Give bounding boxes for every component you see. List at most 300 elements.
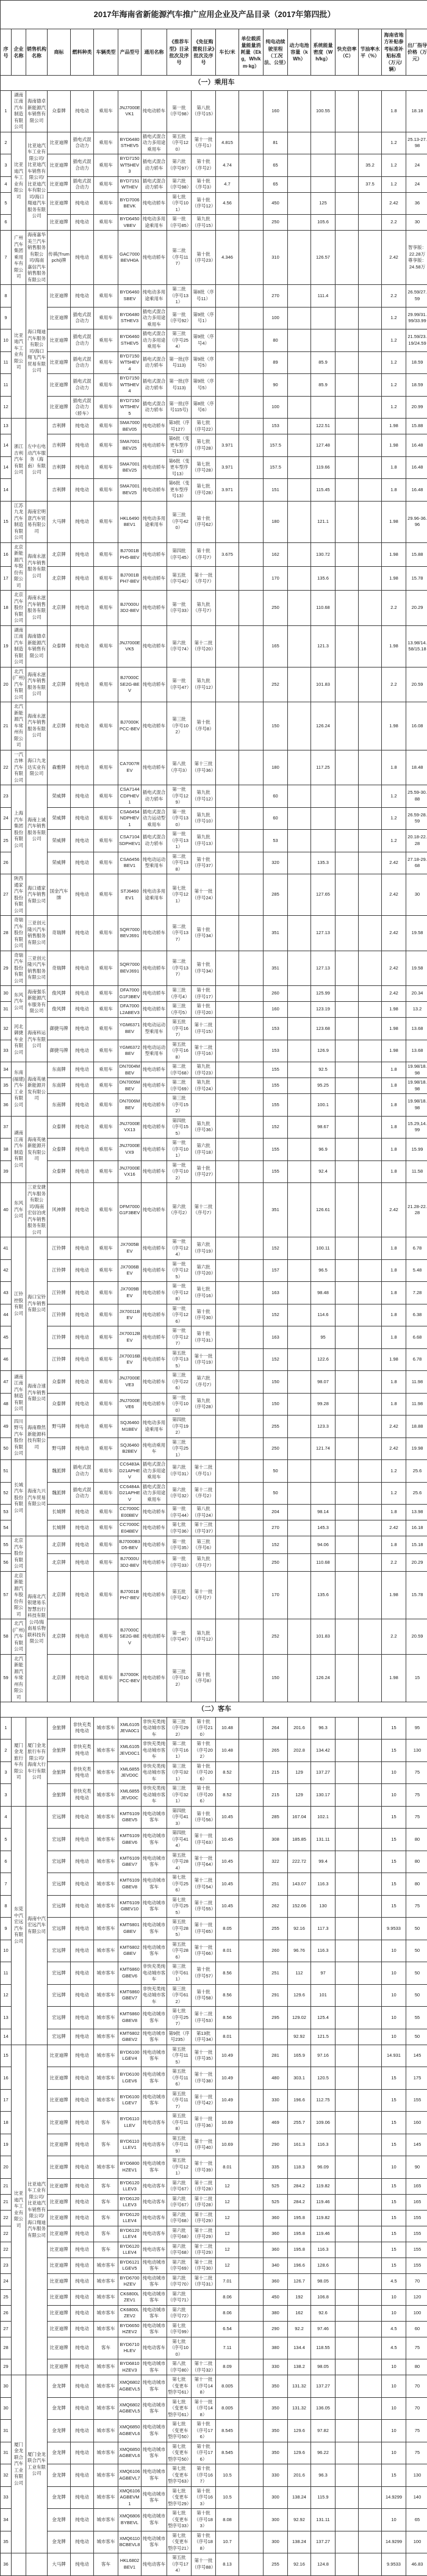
table-cell: 6.54 bbox=[216, 2321, 239, 2337]
table-cell: 纯电动 bbox=[71, 1002, 94, 1018]
table-cell: 第十批（序号202） bbox=[192, 1740, 216, 1762]
table-cell: 第三批（序号292） bbox=[167, 1717, 192, 1740]
table-cell: 纯电动客车 bbox=[142, 2242, 167, 2258]
table-cell bbox=[359, 916, 382, 951]
table-cell bbox=[336, 2553, 359, 2576]
table-cell: 7.01 bbox=[216, 2273, 239, 2289]
table-cell bbox=[359, 1018, 382, 1040]
table-cell: 比亚迪汽车工业有限公司/比亚迪汽车销售有限公司/海口翔迪汽车服务有限公司 bbox=[26, 2045, 48, 2375]
table-cell bbox=[336, 874, 359, 916]
table-row bbox=[1, 2210, 427, 2226]
table-cell bbox=[359, 1895, 382, 1918]
table-cell: 8.52 bbox=[216, 1761, 239, 1784]
table-cell: 130 bbox=[406, 2464, 427, 2487]
table-cell: 北京新能源汽车股份有限公司 bbox=[12, 1571, 26, 1619]
table-cell: BYD6460STHEV5 bbox=[118, 329, 142, 352]
table-cell: 非快充类纯电动 bbox=[71, 1717, 94, 1740]
table-cell bbox=[359, 2273, 382, 2289]
table-cell bbox=[216, 215, 239, 231]
table-cell bbox=[336, 2067, 359, 2090]
table-cell bbox=[359, 667, 382, 702]
table-cell: 19.98 bbox=[406, 1437, 427, 1460]
table-cell: 第二批（序号131） bbox=[167, 285, 192, 308]
table-cell: 纯电动 bbox=[71, 2321, 94, 2337]
table-cell: 第四批（序号414） bbox=[167, 1829, 192, 1851]
column-header: 单位载质量能量消耗量（Ekg，Wh/km·kg） bbox=[239, 29, 264, 76]
table-cell: 纯电动城市客车 bbox=[142, 2397, 167, 2420]
table-cell: 客车 bbox=[94, 2553, 118, 2576]
table-cell bbox=[239, 1040, 264, 1062]
table-cell bbox=[239, 807, 264, 830]
table-cell: 纯电动 bbox=[71, 1505, 94, 1520]
table-cell: 44 bbox=[1, 1304, 12, 1326]
table-cell: 纯电动轿车 bbox=[142, 1654, 167, 1702]
table-cell bbox=[359, 1040, 382, 1062]
table-row bbox=[1, 285, 427, 308]
table-cell: 8.13 bbox=[216, 2553, 239, 2576]
table-cell bbox=[216, 285, 239, 308]
table-cell bbox=[359, 1654, 382, 1702]
table-cell: BYD6800HZEV1 bbox=[118, 2156, 142, 2179]
table-cell bbox=[216, 874, 239, 916]
table-cell bbox=[336, 1940, 359, 1962]
table-cell bbox=[239, 2273, 264, 2289]
table-cell: 2.42 bbox=[382, 1520, 406, 1536]
table-cell bbox=[359, 852, 382, 874]
table-cell: BYD6121LGEV5 bbox=[118, 2258, 142, 2273]
table-cell: 65 bbox=[264, 154, 288, 177]
table-cell: 75 bbox=[406, 1806, 427, 1829]
table-cell: 162 bbox=[264, 542, 288, 566]
table-cell: 6.78 bbox=[406, 1348, 427, 1371]
table-cell: 纯电动 bbox=[71, 1078, 94, 1094]
table-cell: 第六批（序号67） bbox=[167, 2178, 192, 2194]
table-cell: 海南鼎然新能源科技有限公司 bbox=[26, 1416, 48, 1460]
table-cell bbox=[336, 2258, 359, 2273]
table-cell bbox=[216, 396, 239, 419]
table-cell: 纯电动轿车 bbox=[142, 986, 167, 1002]
table-cell: 第八批（序号24） bbox=[192, 1505, 216, 1520]
table-cell: HKL6802BEV1 bbox=[118, 2553, 142, 2576]
table-cell: 31 bbox=[1, 2420, 12, 2442]
table-cell bbox=[336, 2226, 359, 2242]
table-cell: 196.6 bbox=[288, 2258, 311, 2273]
table-cell: 19.98/18.98 bbox=[406, 1062, 427, 1078]
table-row bbox=[1, 1553, 427, 1571]
table-cell: 36 bbox=[1, 1094, 12, 1117]
table-cell: 客车 bbox=[94, 2134, 118, 2156]
table-cell bbox=[239, 2067, 264, 2090]
table-cell bbox=[359, 501, 382, 542]
table-cell: 传祺(Trumpchi)牌 bbox=[48, 231, 71, 285]
table-cell: 海南九兴汽车贸易有限公司 bbox=[26, 1460, 48, 1536]
table-cell: BJ7000U3D2-BEV bbox=[118, 1553, 142, 1571]
table-cell: 第三批（序号6） bbox=[192, 1536, 216, 1554]
table-cell: 纯电动城市客车 bbox=[142, 1829, 167, 1851]
table-cell: 24 bbox=[1, 807, 12, 830]
table-cell: 第十一批（序号63） bbox=[192, 1829, 216, 1851]
table-cell: 客车 bbox=[94, 2178, 118, 2194]
table-cell: 6.68 bbox=[406, 1326, 427, 1349]
table-cell: 第9批（序号1） bbox=[192, 307, 216, 329]
table-cell bbox=[336, 2289, 359, 2305]
table-cell: 96.5 bbox=[311, 1259, 336, 1282]
table-cell: 智享版：22.28万 尊享版：24.58万 bbox=[406, 231, 427, 285]
table-cell: 纯电动运动型乘用车 bbox=[142, 852, 167, 874]
table-cell: XMQ6802AGBEVL5 bbox=[118, 2397, 142, 2420]
table-cell: 12 bbox=[216, 2226, 239, 2242]
table-cell: 第十二批（序号16） bbox=[192, 1040, 216, 1062]
table-cell bbox=[239, 215, 264, 231]
table-cell bbox=[216, 1536, 239, 1554]
table-cell: 城市客车 bbox=[94, 2531, 118, 2553]
table-cell: 96.3 bbox=[311, 2464, 336, 2487]
table-cell: 比亚迪牌 bbox=[48, 176, 71, 192]
table-cell: 第十二批（序号30） bbox=[192, 2258, 216, 2273]
table-cell: 第十批（序号23） bbox=[192, 231, 216, 285]
table-cell bbox=[239, 192, 264, 215]
table-cell: 21 bbox=[1, 702, 12, 750]
table-cell: 比亚迪牌 bbox=[48, 2067, 71, 2090]
table-cell: 第十批（序号20） bbox=[192, 1002, 216, 1018]
table-cell: 第八批（序号3） bbox=[167, 750, 192, 785]
table-cell: BYD6710HLEV bbox=[118, 2337, 142, 2359]
table-cell: 48 bbox=[1, 1393, 12, 1416]
table-cell: 第十批（序号176） bbox=[192, 2442, 216, 2464]
table-cell: 第九批（序号7） bbox=[192, 591, 216, 626]
table-cell bbox=[359, 1460, 382, 1483]
table-cell: 众泰牌 bbox=[48, 1371, 71, 1394]
table-cell: 比亚迪牌 bbox=[48, 374, 71, 397]
table-cell bbox=[239, 1416, 264, 1438]
table-cell: 乘用车 bbox=[94, 285, 118, 308]
table-cell: 第八批（序号15） bbox=[192, 90, 216, 132]
table-cell: 乘用车 bbox=[94, 702, 118, 750]
table-cell: 第一批（序号101） bbox=[167, 1139, 192, 1161]
table-cell: 29.96-36.96 bbox=[406, 501, 427, 542]
table-cell: 34 bbox=[1, 1062, 12, 1078]
table-cell bbox=[359, 785, 382, 808]
table-cell: 第四批（序号45） bbox=[167, 542, 192, 566]
table-cell: 乘用车 bbox=[94, 1183, 118, 1237]
table-cell: BYD6480STHEV5 bbox=[118, 132, 142, 154]
table-cell: 351 bbox=[264, 916, 288, 951]
table-cell: 119.82 bbox=[311, 2210, 336, 2226]
table-cell: 北京牌 bbox=[48, 542, 71, 566]
table-cell: CSA6456BEV1 bbox=[118, 852, 142, 874]
table-cell bbox=[359, 285, 382, 308]
table-cell: 城市客车 bbox=[94, 2045, 118, 2067]
table-cell: 第二批（序号138） bbox=[167, 852, 192, 874]
table-cell bbox=[336, 1002, 359, 1018]
table-cell: 第五批（序号286） bbox=[167, 1940, 192, 1962]
table-cell: 39 bbox=[1, 1160, 12, 1183]
table-cell: 11.98 bbox=[406, 1371, 427, 1394]
table-cell: 乘用车 bbox=[94, 1160, 118, 1183]
table-cell: 纯电动多用途乘用车 bbox=[142, 285, 167, 308]
table-row bbox=[1, 625, 427, 667]
table-cell bbox=[359, 2397, 382, 2420]
table-cell: 乘用车 bbox=[94, 1505, 118, 1520]
table-row bbox=[1, 1571, 427, 1619]
table-cell: 252 bbox=[264, 1619, 288, 1655]
table-cell: 8.545 bbox=[216, 2442, 239, 2464]
table-cell: 360 bbox=[264, 2242, 288, 2258]
table-cell: 第二批（序号137） bbox=[167, 951, 192, 986]
table-cell: 第六批（序号69） bbox=[167, 2258, 192, 2273]
table-cell: 纯电动 bbox=[71, 1416, 94, 1438]
catalog-table-body bbox=[1, 76, 427, 2575]
table-cell: 3 bbox=[1, 154, 12, 177]
table-cell: 比亚迪牌 bbox=[48, 2045, 71, 2067]
table-cell: 1.8 bbox=[382, 1371, 406, 1394]
table-cell: 7.28 bbox=[406, 1282, 427, 1304]
table-cell: 纯电动轿车 bbox=[142, 702, 167, 750]
table-cell: 乘用车 bbox=[94, 1304, 118, 1326]
table-cell bbox=[216, 329, 239, 352]
table-cell: 纯电动城市客车 bbox=[142, 2305, 167, 2321]
table-cell bbox=[336, 2464, 359, 2487]
table-row bbox=[1, 434, 427, 457]
table-cell: XMQ6806BYBEVL bbox=[118, 2509, 142, 2531]
table-cell bbox=[288, 1237, 311, 1260]
table-cell: 19.58 bbox=[406, 916, 427, 951]
table-cell: 131.11 bbox=[311, 2509, 336, 2531]
table-cell: 厦门金龙联合汽车工业有限公司 bbox=[26, 2375, 48, 2553]
table-cell: 第十三批（序号36） bbox=[192, 750, 216, 785]
table-cell: 乘用车 bbox=[94, 307, 118, 329]
table-cell bbox=[216, 591, 239, 626]
table-cell: 100.11 bbox=[311, 1237, 336, 1260]
table-cell: 北京牌 bbox=[48, 702, 71, 750]
table-cell: 第九批（序号36） bbox=[192, 1116, 216, 1139]
table-cell: 16.48 bbox=[406, 434, 427, 457]
table-cell bbox=[336, 1520, 359, 1536]
table-cell: 第十批（序号31） bbox=[192, 1326, 216, 1349]
table-cell bbox=[192, 2337, 216, 2359]
table-cell: 2.42 bbox=[382, 874, 406, 916]
table-cell: 第9批（序号4） bbox=[192, 329, 216, 352]
table-cell: 北京牌 bbox=[48, 591, 71, 626]
table-cell: 10.45 bbox=[216, 1873, 239, 1896]
table-cell: 插电式混合动力 bbox=[71, 1460, 94, 1483]
table-cell: 15 bbox=[1, 501, 12, 542]
table-cell: 乘用车 bbox=[94, 951, 118, 986]
table-cell: 比亚迪牌 bbox=[48, 396, 71, 419]
table-cell: JX7005BEV bbox=[118, 1237, 142, 1260]
column-header: 海南省地方补贴参考标准补贴标准（万元/辆） bbox=[382, 29, 406, 76]
table-cell bbox=[288, 1437, 311, 1460]
table-cell: 乘用车 bbox=[94, 1282, 118, 1304]
table-cell: 第六批（序号74） bbox=[167, 625, 192, 667]
table-cell: 御捷马牌 bbox=[48, 1040, 71, 1062]
table-cell: 第六批（序号2） bbox=[167, 1183, 192, 1237]
table-cell: BYD6100LGEV4 bbox=[118, 2045, 142, 2067]
table-cell: 16 bbox=[1, 542, 12, 566]
table-cell bbox=[288, 215, 311, 231]
table-cell bbox=[288, 591, 311, 626]
table-cell: 北汽新能源汽车常州有限公司 bbox=[12, 702, 26, 750]
table-cell: 35.2 bbox=[359, 154, 382, 177]
table-cell: 5 bbox=[1, 192, 12, 215]
table-cell: 第十批（序号8） bbox=[192, 1654, 216, 1702]
table-cell: 厦门金龙旅行车有限公司 bbox=[12, 1717, 26, 1806]
table-cell: CC6484AD21APHEV bbox=[118, 1482, 142, 1505]
table-cell: 1.8 bbox=[382, 1139, 406, 1161]
table-cell: 351 bbox=[264, 951, 288, 986]
table-cell: 纯电动轿车 bbox=[142, 1536, 167, 1554]
table-cell bbox=[239, 2089, 264, 2112]
table-cell: 126.61 bbox=[311, 1183, 336, 1237]
table-row bbox=[1, 2273, 427, 2289]
table-cell: 海南上诚汽车销售服务有限公司 bbox=[26, 785, 48, 874]
table-cell: 比亚迪牌 bbox=[48, 2337, 71, 2359]
table-cell: 167.04 bbox=[288, 1806, 311, 1829]
table-cell: 第十二批（序号29） bbox=[192, 2242, 216, 2258]
table-row bbox=[1, 1160, 427, 1183]
table-row bbox=[1, 1619, 427, 1655]
table-cell: 金旅牌 bbox=[48, 1740, 71, 1762]
table-cell: 第七批（序号22） bbox=[192, 419, 216, 434]
table-cell: 纯电动多用途乘用车 bbox=[142, 501, 167, 542]
table-cell: 152 bbox=[264, 1348, 288, 1371]
table-cell bbox=[216, 1482, 239, 1505]
table-cell: DFM7000G1F3BEV bbox=[118, 1183, 142, 1237]
table-cell: 130 bbox=[311, 1895, 336, 1918]
table-cell bbox=[239, 2134, 264, 2156]
table-cell: 450 bbox=[264, 192, 288, 215]
table-cell: 比亚迪牌 bbox=[48, 285, 71, 308]
table-cell: 第十一批（序号66） bbox=[192, 1940, 216, 1962]
table-cell: 城市客车 bbox=[94, 1761, 118, 1784]
table-cell: 11 bbox=[1, 1962, 12, 1985]
table-cell bbox=[336, 2045, 359, 2067]
table-cell: 13 bbox=[1, 2007, 12, 2029]
table-cell: 城市客车 bbox=[94, 2321, 118, 2337]
table-cell: 12 bbox=[216, 2194, 239, 2210]
table-cell: 80 bbox=[406, 1851, 427, 1873]
column-header: 出厂指导价格（万元） bbox=[406, 29, 427, 76]
table-cell: 90 bbox=[406, 2156, 427, 2179]
table-cell: 非快充类纯电动 bbox=[71, 1784, 94, 1807]
table-cell bbox=[288, 1002, 311, 1018]
table-cell: 第十批（序号17） bbox=[192, 986, 216, 1002]
table-cell bbox=[239, 1740, 264, 1762]
table-cell: 310 bbox=[264, 231, 288, 285]
table-cell bbox=[216, 830, 239, 852]
table-cell: 第十批（序号34） bbox=[192, 951, 216, 986]
table-cell: 35 bbox=[1, 2531, 12, 2553]
table-cell: KMT6802GBEV2 bbox=[118, 2029, 142, 2045]
table-cell: 海南永滋汽车销售服务有限公司 bbox=[26, 667, 48, 702]
table-cell: 纯电动 bbox=[71, 1062, 94, 1078]
table-cell bbox=[359, 566, 382, 590]
table-cell: 28 bbox=[1, 916, 12, 951]
column-header: 车长/米 bbox=[216, 29, 239, 76]
table-cell: 广州汽车集团乘用车有限公司 bbox=[12, 231, 26, 285]
table-cell: 比亚迪牌 bbox=[48, 2134, 71, 2156]
table-cell: 137.27 bbox=[311, 2375, 336, 2398]
table-cell: 19.98/18.98 bbox=[406, 1094, 427, 1117]
table-cell: 3.971 bbox=[216, 434, 239, 457]
table-cell: 纯电动城市客车 bbox=[142, 1918, 167, 1940]
table-cell bbox=[336, 1482, 359, 1505]
table-cell bbox=[359, 1160, 382, 1183]
table-cell: 众泰牌 bbox=[48, 1160, 71, 1183]
table-cell: 8 bbox=[1, 285, 12, 308]
table-cell: 第十批（序号8） bbox=[192, 702, 216, 750]
table-cell bbox=[288, 1505, 311, 1520]
table-cell: 非快充类纯电动城市客车 bbox=[142, 1784, 167, 1807]
table-cell: 155 bbox=[264, 1139, 288, 1161]
table-cell: 1.8 bbox=[382, 1304, 406, 1326]
table-cell: 纯电动 bbox=[71, 591, 94, 626]
table-cell bbox=[359, 434, 382, 457]
table-cell: 18.48 bbox=[406, 750, 427, 785]
table-cell: 乘用车 bbox=[94, 215, 118, 231]
table-cell: 81 bbox=[264, 132, 288, 154]
table-cell: 300 bbox=[264, 2486, 288, 2509]
table-cell: 290 bbox=[264, 2321, 288, 2337]
table-cell bbox=[239, 1536, 264, 1554]
table-cell: 2.2 bbox=[382, 215, 406, 231]
table-cell bbox=[239, 1371, 264, 1394]
table-cell: 10 bbox=[382, 2509, 406, 2531]
table-cell: 29 bbox=[1, 2359, 12, 2375]
table-cell: 城市客车 bbox=[94, 2464, 118, 2487]
table-cell: 2.2 bbox=[382, 285, 406, 308]
table-cell bbox=[336, 154, 359, 177]
table-cell: 金龙牌 bbox=[48, 2442, 71, 2464]
table-cell: 第七批（序号101） bbox=[167, 192, 192, 215]
table-cell bbox=[288, 456, 311, 479]
table-cell: 10.48 bbox=[216, 1740, 239, 1762]
table-cell bbox=[288, 176, 311, 192]
table-cell: 第十批（序号188） bbox=[192, 2531, 216, 2553]
table-cell: 第十二批（序号28） bbox=[192, 2194, 216, 2210]
table-cell bbox=[192, 1437, 216, 1460]
table-cell: 152 bbox=[264, 1536, 288, 1554]
table-cell: 109.06 bbox=[311, 2112, 336, 2134]
table-cell: 御捷马牌 bbox=[48, 1018, 71, 1040]
table-cell: 102.1 bbox=[311, 1806, 336, 1829]
table-cell: 20.99 bbox=[406, 396, 427, 419]
table-cell bbox=[336, 192, 359, 215]
table-cell: 海南中汽宏远汽车有限公司 bbox=[26, 1806, 48, 2045]
table-cell: 乘用车 bbox=[94, 419, 118, 434]
table-cell bbox=[288, 667, 311, 702]
table-cell: 大马牌 bbox=[48, 501, 71, 542]
table-cell: 第七批（序号100） bbox=[167, 2337, 192, 2359]
table-cell: 115.45 bbox=[311, 479, 336, 502]
table-cell bbox=[336, 2112, 359, 2134]
table-cell: 92.2 bbox=[288, 2321, 311, 2337]
table-cell: 第九批（序号23） bbox=[192, 1062, 216, 1078]
table-cell: 89 bbox=[264, 351, 288, 374]
table-row bbox=[1, 1040, 427, 1062]
table-cell: 4.5 bbox=[382, 2337, 406, 2359]
table-cell: XMQ6850AGBEVL6 bbox=[118, 2420, 142, 2442]
table-cell: 插电式混合动力运动型乘用车 bbox=[142, 807, 167, 830]
table-cell: 湖南江南汽车制造有限公司 bbox=[12, 625, 26, 667]
column-header: 企业名称 bbox=[12, 29, 26, 76]
table-cell: 第一批（序号100） bbox=[167, 1393, 192, 1416]
table-cell: 纯电动 bbox=[71, 434, 94, 457]
table-cell: KMT6109GBEV5 bbox=[118, 1806, 142, 1829]
table-cell: 河北御捷车业有限公司 bbox=[12, 1018, 26, 1062]
table-cell: 纯电动城市客车 bbox=[142, 2007, 167, 2029]
table-cell: 江铃牌 bbox=[48, 1237, 71, 1260]
